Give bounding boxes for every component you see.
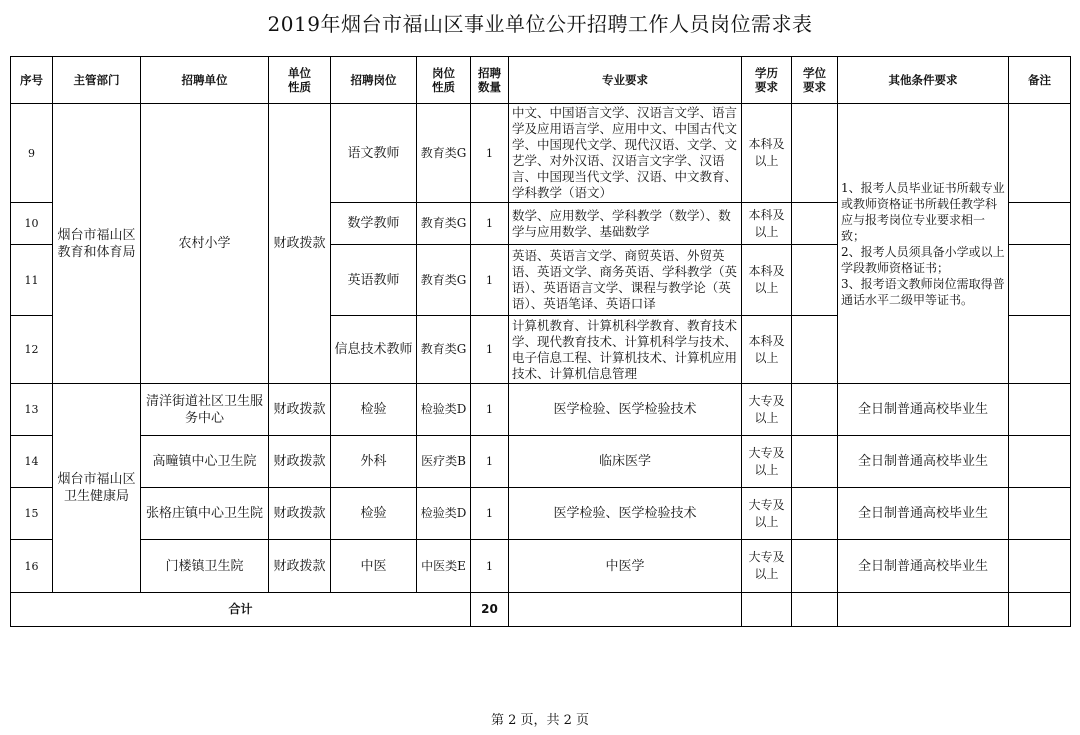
header-post-nature: 岗位 性质	[417, 57, 471, 104]
total-value: 20	[471, 593, 509, 627]
cell-note	[1009, 436, 1071, 488]
total-empty-other	[838, 593, 1009, 627]
table-row	[11, 488, 1071, 540]
cell-seq: 10	[11, 203, 53, 245]
header-note: 备注	[1009, 57, 1071, 104]
header-unit: 招聘单位	[141, 57, 269, 104]
total-empty-degree	[792, 593, 838, 627]
cell-unit: 张格庄镇中心卫生院	[141, 488, 269, 540]
cell-count: 1	[471, 104, 509, 203]
cell-note	[1009, 384, 1071, 436]
cell-seq: 13	[11, 384, 53, 436]
header-other: 其他条件要求	[838, 57, 1009, 104]
cell-post: 检验	[331, 384, 417, 436]
cell-seq: 14	[11, 436, 53, 488]
cell-post-nature: 教育类G	[417, 245, 471, 316]
cell-count: 1	[471, 488, 509, 540]
cell-edu: 大专及以上	[742, 436, 792, 488]
cell-unit-nature: 财政拨款	[269, 104, 331, 384]
cell-degree	[792, 540, 838, 593]
cell-count: 1	[471, 540, 509, 593]
total-row	[11, 593, 1071, 627]
cell-note	[1009, 245, 1071, 316]
cell-edu: 大专及以上	[742, 488, 792, 540]
cell-seq: 15	[11, 488, 53, 540]
table-row	[11, 540, 1071, 593]
cell-degree	[792, 104, 838, 203]
cell-seq: 9	[11, 104, 53, 203]
cell-note	[1009, 540, 1071, 593]
header-post: 招聘岗位	[331, 57, 417, 104]
cell-unit-nature: 财政拨款	[269, 488, 331, 540]
cell-degree	[792, 384, 838, 436]
cell-count: 1	[471, 316, 509, 384]
cell-count: 1	[471, 436, 509, 488]
cell-edu: 大专及以上	[742, 384, 792, 436]
cell-note	[1009, 104, 1071, 203]
cell-dept-health: 烟台市福山区卫生健康局	[53, 384, 141, 593]
cell-seq: 12	[11, 316, 53, 384]
cell-major: 中文、中国语言文学、汉语言文学、语言学及应用语言学、应用中文、中国古代文学、中国现代文学、现代汉语、文学、文艺学、对外汉语、汉语言文字学、汉语言、中国现当代文学、汉语、中文教育、学科教学（语文）	[509, 104, 742, 203]
cell-major: 医学检验、医学检验技术	[509, 488, 742, 540]
cell-post-nature: 检验类D	[417, 488, 471, 540]
cell-seq: 16	[11, 540, 53, 593]
table-row	[11, 436, 1071, 488]
cell-count: 1	[471, 203, 509, 245]
total-empty-note	[1009, 593, 1071, 627]
page-footer: 第 2 页，共 2 页	[490, 713, 590, 728]
cell-edu: 本科及以上	[742, 203, 792, 245]
cell-post-nature: 教育类G	[417, 316, 471, 384]
cell-post-nature: 中医类E	[417, 540, 471, 593]
cell-degree	[792, 488, 838, 540]
header-count: 招聘 数量	[471, 57, 509, 104]
cell-post: 中医	[331, 540, 417, 593]
cell-post: 信息技术教师	[331, 316, 417, 384]
cell-degree	[792, 436, 838, 488]
recruitment-table	[10, 56, 1071, 627]
cell-major: 英语、英语言文学、商贸英语、外贸英语、英语文学、商务英语、学科教学（英语）、英语语言文学、课程与教学论（英语）、英语笔译、英语口译	[509, 245, 742, 316]
cell-dept-education: 烟台市福山区教育和体育局	[53, 104, 141, 384]
cell-major: 计算机教育、计算机科学教育、教育技术学、现代教育技术、计算机科学与技术、电子信息工程、计算机技术、计算机应用技术、计算机信息管理	[509, 316, 742, 384]
cell-unit: 清洋街道社区卫生服务中心	[141, 384, 269, 436]
cell-post-nature: 医疗类B	[417, 436, 471, 488]
cell-other-requirements: 全日制普通高校毕业生	[838, 436, 1009, 488]
cell-major: 中医学	[509, 540, 742, 593]
cell-other-requirements: 1、报考人员毕业证书所载专业或教师资格证书所载任教学科应与报考岗位专业要求相一致； 2、报考人员须具备小学或以上学段教师资格证书； 3、报考语文教师岗位需取得普通话水平二级甲等证书。	[838, 104, 1009, 384]
cell-note	[1009, 203, 1071, 245]
total-empty-edu	[742, 593, 792, 627]
cell-unit: 高疃镇中心卫生院	[141, 436, 269, 488]
cell-other-requirements: 全日制普通高校毕业生	[838, 540, 1009, 593]
cell-major: 医学检验、医学检验技术	[509, 384, 742, 436]
cell-other-requirements: 全日制普通高校毕业生	[838, 384, 1009, 436]
cell-major: 临床医学	[509, 436, 742, 488]
cell-post: 英语教师	[331, 245, 417, 316]
cell-seq: 11	[11, 245, 53, 316]
cell-unit: 门楼镇卫生院	[141, 540, 269, 593]
table-row	[11, 104, 1071, 203]
cell-degree	[792, 245, 838, 316]
table-row	[11, 384, 1071, 436]
header-row	[11, 57, 1071, 104]
cell-degree	[792, 316, 838, 384]
header-seq: 序号	[11, 57, 53, 104]
cell-unit-nature: 财政拨款	[269, 436, 331, 488]
header-edu: 学历 要求	[742, 57, 792, 104]
cell-unit-nature: 财政拨款	[269, 540, 331, 593]
cell-edu: 大专及以上	[742, 540, 792, 593]
cell-unit-rural-primary: 农村小学	[141, 104, 269, 384]
header-major: 专业要求	[509, 57, 742, 104]
cell-unit-nature: 财政拨款	[269, 384, 331, 436]
page-title: 2019年烟台市福山区事业单位公开招聘工作人员岗位需求表	[267, 12, 813, 36]
cell-count: 1	[471, 384, 509, 436]
cell-post: 数学教师	[331, 203, 417, 245]
header-dept: 主管部门	[53, 57, 141, 104]
total-empty-major	[509, 593, 742, 627]
cell-other-requirements: 全日制普通高校毕业生	[838, 488, 1009, 540]
header-degree: 学位 要求	[792, 57, 838, 104]
cell-degree	[792, 203, 838, 245]
cell-post-nature: 检验类D	[417, 384, 471, 436]
cell-note	[1009, 316, 1071, 384]
cell-edu: 本科及以上	[742, 104, 792, 203]
cell-post-nature: 教育类G	[417, 203, 471, 245]
cell-edu: 本科及以上	[742, 316, 792, 384]
cell-post: 检验	[331, 488, 417, 540]
cell-count: 1	[471, 245, 509, 316]
cell-major: 数学、应用数学、学科教学（数学）、数学与应用数学、基础数学	[509, 203, 742, 245]
cell-note	[1009, 488, 1071, 540]
header-unit-nature: 单位 性质	[269, 57, 331, 104]
total-label: 合计	[11, 593, 471, 627]
cell-edu: 本科及以上	[742, 245, 792, 316]
cell-post: 语文教师	[331, 104, 417, 203]
cell-post-nature: 教育类G	[417, 104, 471, 203]
cell-post: 外科	[331, 436, 417, 488]
